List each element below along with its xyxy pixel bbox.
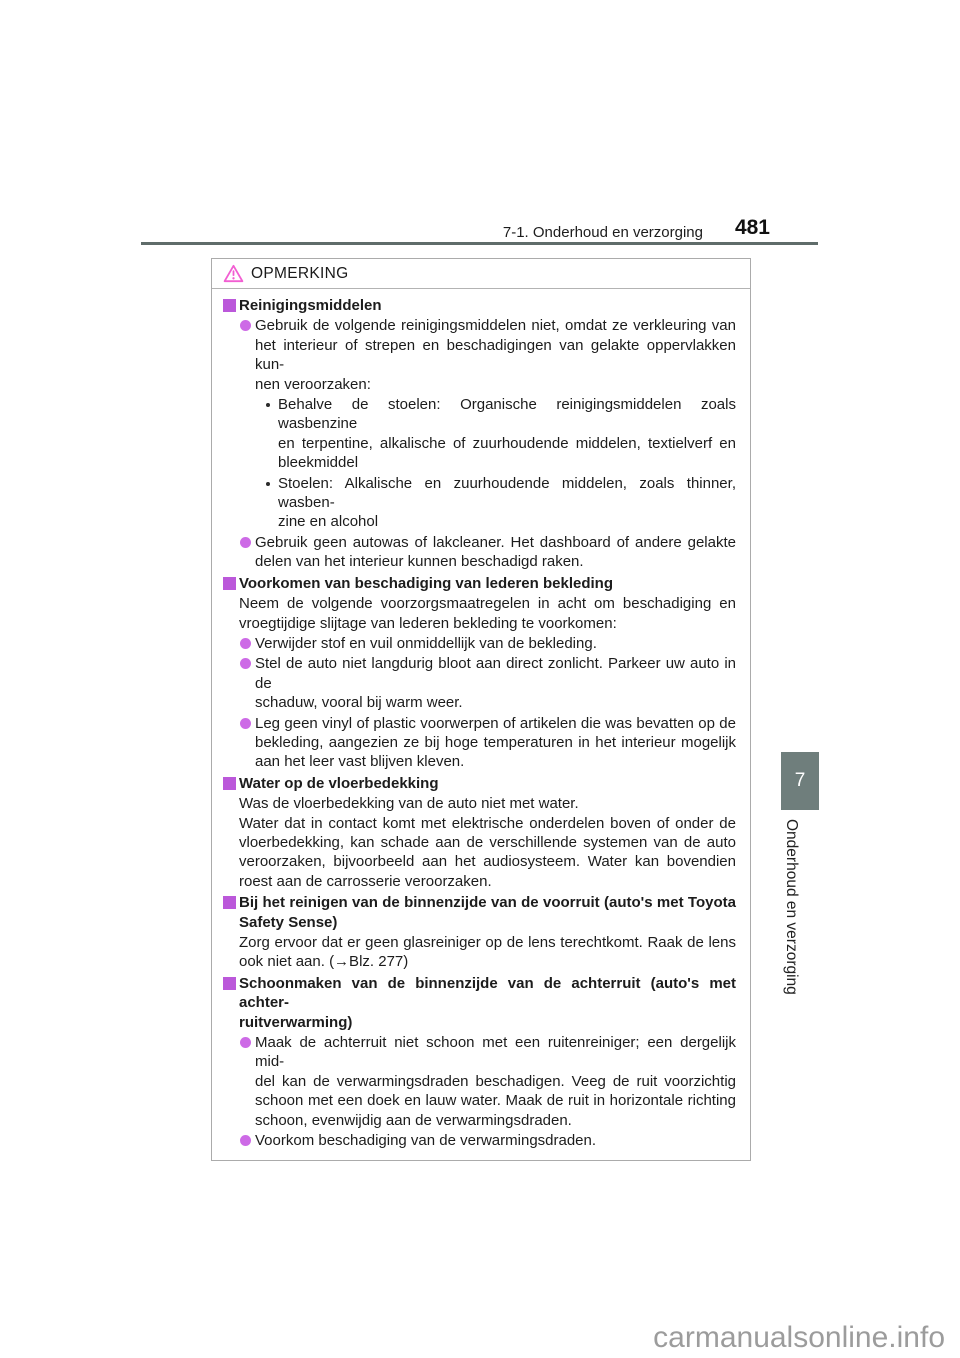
text-line: vroegtijdige slijtage van lederen bekleding te voorkomen: — [239, 614, 617, 632]
text-line: del kan de verwarmingsdraden beschadigen. Veeg de ruit voorzichtig — [255, 1072, 736, 1090]
dot-bullet-icon — [266, 403, 270, 407]
text-line: zine en alcohol — [278, 513, 379, 531]
text-line: het interieur of strepen en beschadigingen van gelakte oppervlakken kun- — [255, 336, 736, 374]
header-rule — [141, 242, 818, 245]
text-line: Water dat in contact komt met elektrische onderdelen boven of onder de — [239, 814, 736, 832]
plain-paragraph — [239, 933, 736, 972]
text-line: aan het leer vast blijven kleven. — [255, 753, 465, 771]
circle-bullet-icon — [240, 658, 251, 669]
page-number: 481 — [734, 216, 770, 239]
square-bullet-icon — [223, 577, 236, 590]
text-line: ook niet aan. (→Blz. 277) — [239, 953, 409, 971]
sub-paragraph — [263, 395, 736, 473]
notice-body — [212, 289, 750, 1160]
circle-bullet-icon — [240, 1135, 251, 1146]
bullet-paragraph — [239, 316, 736, 394]
page-header-section-title: 7-1. Onderhoud en verzorging — [502, 224, 703, 241]
text-line: ruitverwarming) — [239, 1013, 353, 1031]
text-line: Neem de volgende voorzorgsmaatregelen in acht om beschadiging en — [239, 595, 736, 613]
text-line: Voorkom beschadiging van de verwarmingsdraden. — [255, 1132, 597, 1150]
bullet-paragraph — [239, 1033, 736, 1130]
text-line: schoon, evenwijdig aan de verwarmingsdraden. — [255, 1111, 572, 1129]
square-bullet-icon — [223, 777, 236, 790]
square-bullet-icon — [223, 896, 236, 909]
text-line: Was de vloerbedekking van de auto niet met water. — [239, 795, 579, 813]
watermark-text: carmanualsonline.info — [653, 1321, 945, 1354]
bullet-paragraph — [239, 714, 736, 772]
text-line: vloerbedekking, kan schade aan de verschillende systemen van de auto — [239, 833, 736, 851]
circle-bullet-icon — [240, 718, 251, 729]
text-line: Gebruik de volgende reinigingsmiddelen niet, omdat ze verkleuring van — [255, 317, 736, 335]
notice-box — [211, 258, 751, 1161]
text-line: Safety Sense) — [239, 913, 338, 931]
circle-bullet-icon — [240, 638, 251, 649]
text-line: Behalve de stoelen: Organische reinigingsmiddelen zoals wasbenzine — [278, 396, 736, 433]
text-line: Reinigingsmiddelen — [239, 297, 382, 314]
plain-paragraph — [239, 594, 736, 633]
square-bullet-icon — [223, 977, 236, 990]
text-line: schaduw, vooral bij warm weer. — [255, 694, 463, 712]
text-line: bekleding, aangezien ze bij hoge temperaturen in het interieur mogelijk — [255, 733, 736, 751]
text-line: Voorkomen van beschadiging van lederen bekleding — [239, 574, 613, 592]
text-line: roest aan de carrosserie veroorzaken. — [239, 872, 492, 890]
text-line: Water op de vloerbedekking — [239, 774, 439, 792]
section-heading — [223, 893, 736, 932]
text-line: bleekmiddel — [278, 454, 359, 472]
dot-bullet-icon — [266, 482, 270, 486]
bullet-paragraph — [239, 1131, 736, 1150]
text-line: en terpentine, alkalische of zuurhoudende middelen, textielverf en — [278, 434, 736, 452]
sub-paragraph — [263, 474, 736, 532]
bullet-paragraph — [239, 634, 736, 653]
section-heading — [223, 974, 736, 1032]
notice-title: OPMERKING — [251, 264, 349, 282]
text-line: Maak de achterruit niet schoon met een ruitenreiniger; een dergelijk mid- — [255, 1034, 736, 1071]
bullet-paragraph — [239, 533, 736, 572]
square-bullet-icon — [223, 299, 236, 312]
text-line: nen veroorzaken: — [255, 375, 371, 393]
bullet-paragraph — [239, 654, 736, 712]
text-line: Stoelen: Alkalische en zuurhoudende middelen, zoals thinner, wasben- — [278, 474, 736, 512]
text-line: schoon met een doek en lauw water. Maak de ruit in horizontale richting — [255, 1092, 736, 1110]
circle-bullet-icon — [240, 1037, 251, 1048]
circle-bullet-icon — [240, 537, 251, 548]
chapter-vertical-label: Onderhoud en verzorging — [783, 819, 800, 995]
warning-triangle-icon — [223, 264, 244, 283]
section-heading — [223, 574, 736, 593]
text-line: delen van het interieur kunnen beschadigd raken. — [255, 553, 584, 571]
circle-bullet-icon — [240, 320, 251, 331]
chapter-tab-number: 7 — [794, 770, 806, 791]
text-line: Bij het reinigen van de binnenzijde van de voorruit (auto's met Toyota — [239, 894, 736, 912]
section-heading — [223, 774, 736, 793]
section-heading — [223, 296, 736, 315]
text-line: veroorzaken, bijvoorbeeld aan het audiosysteem. Water kan bovendien — [239, 853, 736, 871]
text-line: Verwijder stof en vuil onmiddellijk van de bekleding. — [255, 634, 597, 652]
text-line: Stel de auto niet langdurig bloot aan direct zonlicht. Parkeer uw auto in de — [255, 655, 736, 692]
notice-header — [212, 259, 750, 289]
text-line: Zorg ervoor dat er geen glasreiniger op de lens terechtkomt. Raak de lens — [239, 934, 736, 951]
plain-paragraph — [239, 794, 736, 891]
text-line: Gebruik geen autowas of lakcleaner. Het dashboard of andere gelakte — [255, 533, 736, 551]
chapter-tab — [781, 752, 819, 810]
text-line: Schoonmaken van de binnenzijde van de achterruit (auto's met achter- — [239, 974, 736, 1012]
text-line: Leg geen vinyl of plastic voorwerpen of artikelen die was bevatten op de — [255, 714, 736, 732]
